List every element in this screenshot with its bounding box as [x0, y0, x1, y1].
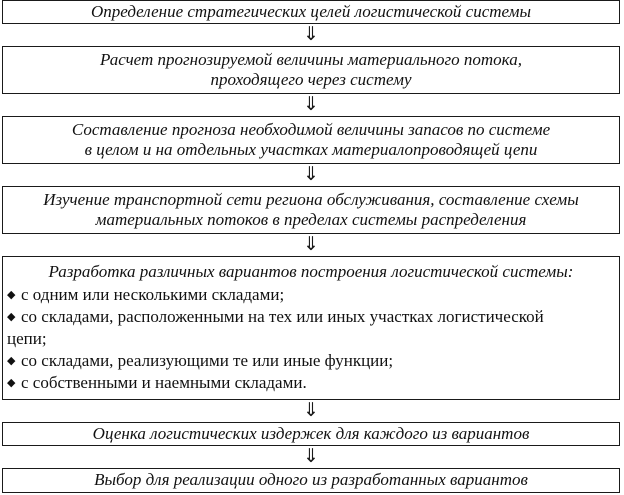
- step-box-5: [2, 256, 620, 400]
- step-7-text: Выбор для реализации одного из разработанных вариантов: [94, 470, 528, 489]
- diamond-bullet-icon: ◆: [7, 311, 16, 323]
- step-box-2: [2, 46, 620, 94]
- step-3-text-line-1: Составление прогноза необходимой величины запасов по системе: [71, 120, 551, 139]
- down-arrow-icon: ⇓: [303, 399, 319, 421]
- step-5-bullet-2-continuation-text: цепи;: [7, 329, 47, 348]
- step-4-text-line-1: Изучение транспортной сети региона обслуживания, составление схемы: [43, 190, 579, 209]
- step-5-bullet-4-text: с собственными и наемными складами.: [21, 373, 307, 392]
- step-5-bullet-4: [7, 373, 307, 393]
- step-5-bullet-3-text: со складами, реализующими те или иные функции;: [21, 351, 394, 370]
- step-box-1: [2, 0, 620, 24]
- diamond-bullet-icon: ◆: [7, 289, 16, 301]
- step-box-7: [2, 468, 620, 493]
- down-arrow-icon: ⇓: [303, 445, 319, 467]
- step-5-title: Разработка различных вариантов построения логистической системы:: [48, 262, 574, 281]
- step-6-text: Оценка логистических издержек для каждого из вариантов: [92, 424, 530, 443]
- step-5-bullet-2-continuation: [7, 329, 47, 349]
- step-5-bullet-3: [7, 351, 393, 371]
- step-box-6: [2, 422, 620, 446]
- down-arrow-icon: ⇓: [303, 233, 319, 255]
- step-box-4: [2, 186, 620, 234]
- step-2-text-line-1: Расчет прогнозируемой величины материального потока,: [100, 50, 522, 69]
- diamond-bullet-icon: ◆: [7, 355, 16, 367]
- step-5-bullet-2-text: со складами, расположенными на тех или иных участках логистической: [21, 307, 544, 326]
- down-arrow-icon: ⇓: [303, 93, 319, 115]
- step-box-3: [2, 116, 620, 164]
- step-1-text: Определение стратегических целей логистической системы: [90, 2, 532, 21]
- step-4-text-line-2: материальных потоков в пределах системы распределения: [95, 210, 527, 229]
- down-arrow-icon: ⇓: [303, 23, 319, 45]
- step-5-bullet-2: [7, 307, 544, 327]
- step-5-bullet-1: [7, 285, 284, 305]
- step-3-text-line-2: в целом и на отдельных участках материалопроводящей цепи: [84, 140, 538, 159]
- down-arrow-icon: ⇓: [303, 163, 319, 185]
- diamond-bullet-icon: ◆: [7, 377, 16, 389]
- step-5-bullet-1-text: с одним или несколькими складами;: [21, 285, 285, 304]
- step-2-text-line-2: проходящего через систему: [210, 70, 412, 89]
